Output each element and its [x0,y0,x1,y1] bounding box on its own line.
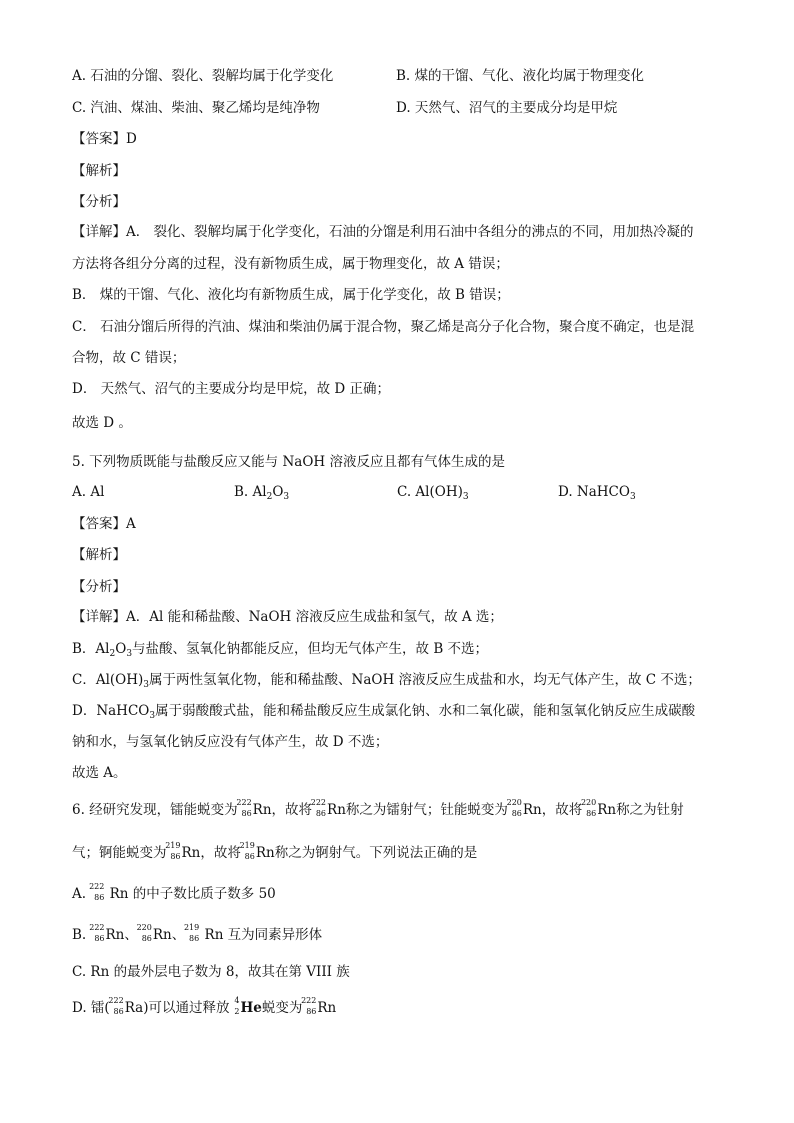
nuclide-rn-222: 222 86 [236,798,252,818]
q5-detail-line: 钠和水，与氢氧化钠反应没有气体产生，故 D 不选； [72,734,389,750]
q6-option-a: A. 222 86 Rn 的中子数比质子数多 50 [72,882,276,902]
q4-detail-line: 【详解】A． 裂化、裂解均属于化学变化，石油的分馏是利用石油中各组分的沸点的不同，用加热冷凝的 [72,224,694,240]
q5-detail-line: B．$Al_2O_3$与盐酸、氢氧化钠都能反应，但均无气体产生，故 B 不选； [72,641,489,659]
q6-stem-line1: 6. 经研究发现，镭能蜕变为 222 86 Rn，故将 222 86 Rn称之为镭射气；钍能蜕变为 220 86 Rn，故将 220 86 Rn称之为钍射 [72,798,684,818]
q4-fenxi-header: 【分析】 [72,194,126,210]
q5-detail-line: 【详解】A．Al 能和稀盐酸、NaOH 溶液反应生成盐和氢气，故 A 选； [72,609,503,625]
q5-option-a: A. Al [72,484,105,500]
q5-answer: 【答案】A [72,516,136,532]
q4-conclusion: 故选 D 。 [72,415,132,431]
q4-detail-line: C． 石油分馏后所得的汽油、煤油和柴油仍属于混合物，聚乙烯是高分子化合物，聚合度不确定，也是混 [72,319,695,335]
q5-detail-line: C．$Al(OH)_3$属于两性氢氧化物，能和稀盐酸、NaOH 溶液反应生成盐和水，均无气体产生，故 C 不选； [72,672,701,690]
q5-analysis-header: 【解析】 [72,547,126,563]
q6-option-b: B. 222 86 Rn、 220 86 Rn、 219 86 Rn 互为同素异形体 [72,923,323,943]
q4-option-c: C. 汽油、煤油、柴油、聚乙烯均是纯净物 [72,100,320,116]
q4-detail-line: B． 煤的干馏、气化、液化均有新物质生成，属于化学变化，故 B 错误； [72,287,510,303]
q6-stem-line2: 气；锕能蜕变为 219 86 Rn，故将 219 86 Rn称之为锕射气。下列说法正确的是 [72,841,478,861]
q4-answer: 【答案】D [72,131,137,147]
q6-option-d: D. 镭( 222 86 Ra)可以通过释放 4 2 He蜕变为 222 86 Rn [72,996,337,1016]
q6-option-c: C. Rn 的最外层电子数为 8，故其在第 VIII 族 [72,964,350,980]
q5-detail-line: D．NaHCO$_3$属于弱酸酸式盐，能和稀盐酸反应生成氯化钠、水和二氧化碳，能和氢氧化钠反应生成碳酸 [72,703,696,721]
q4-option-d: D. 天然气、沼气的主要成分均是甲烷 [396,100,618,116]
q4-detail-line: 方法将各组分分离的过程，没有新物质生成，属于物理变化，故 A 错误； [72,256,509,272]
q5-option-d: D. NaHCO$_3$ [558,484,636,502]
q4-detail-line: D． 天然气、沼气的主要成分均是甲烷，故 D 正确； [72,381,391,397]
q4-detail-line: 合物，故 C 错误； [72,350,186,366]
q4-option-a: A. 石油的分馏、裂化、裂解均属于化学变化 [72,68,334,84]
q5-conclusion: 故选 A。 [72,765,127,781]
q4-analysis-header: 【解析】 [72,163,126,179]
q5-fenxi-header: 【分析】 [72,579,126,595]
q5-stem: 5. 下列物质既能与盐酸反应又能与 NaOH 溶液反应且都有气体生成的是 [72,454,505,470]
q5-option-c: C. $Al(OH)_3$ [397,484,469,502]
q5-option-b: B. $Al_2O_3$ [234,484,290,502]
q4-option-b: B. 煤的干馏、气化、液化均属于物理变化 [396,68,645,84]
